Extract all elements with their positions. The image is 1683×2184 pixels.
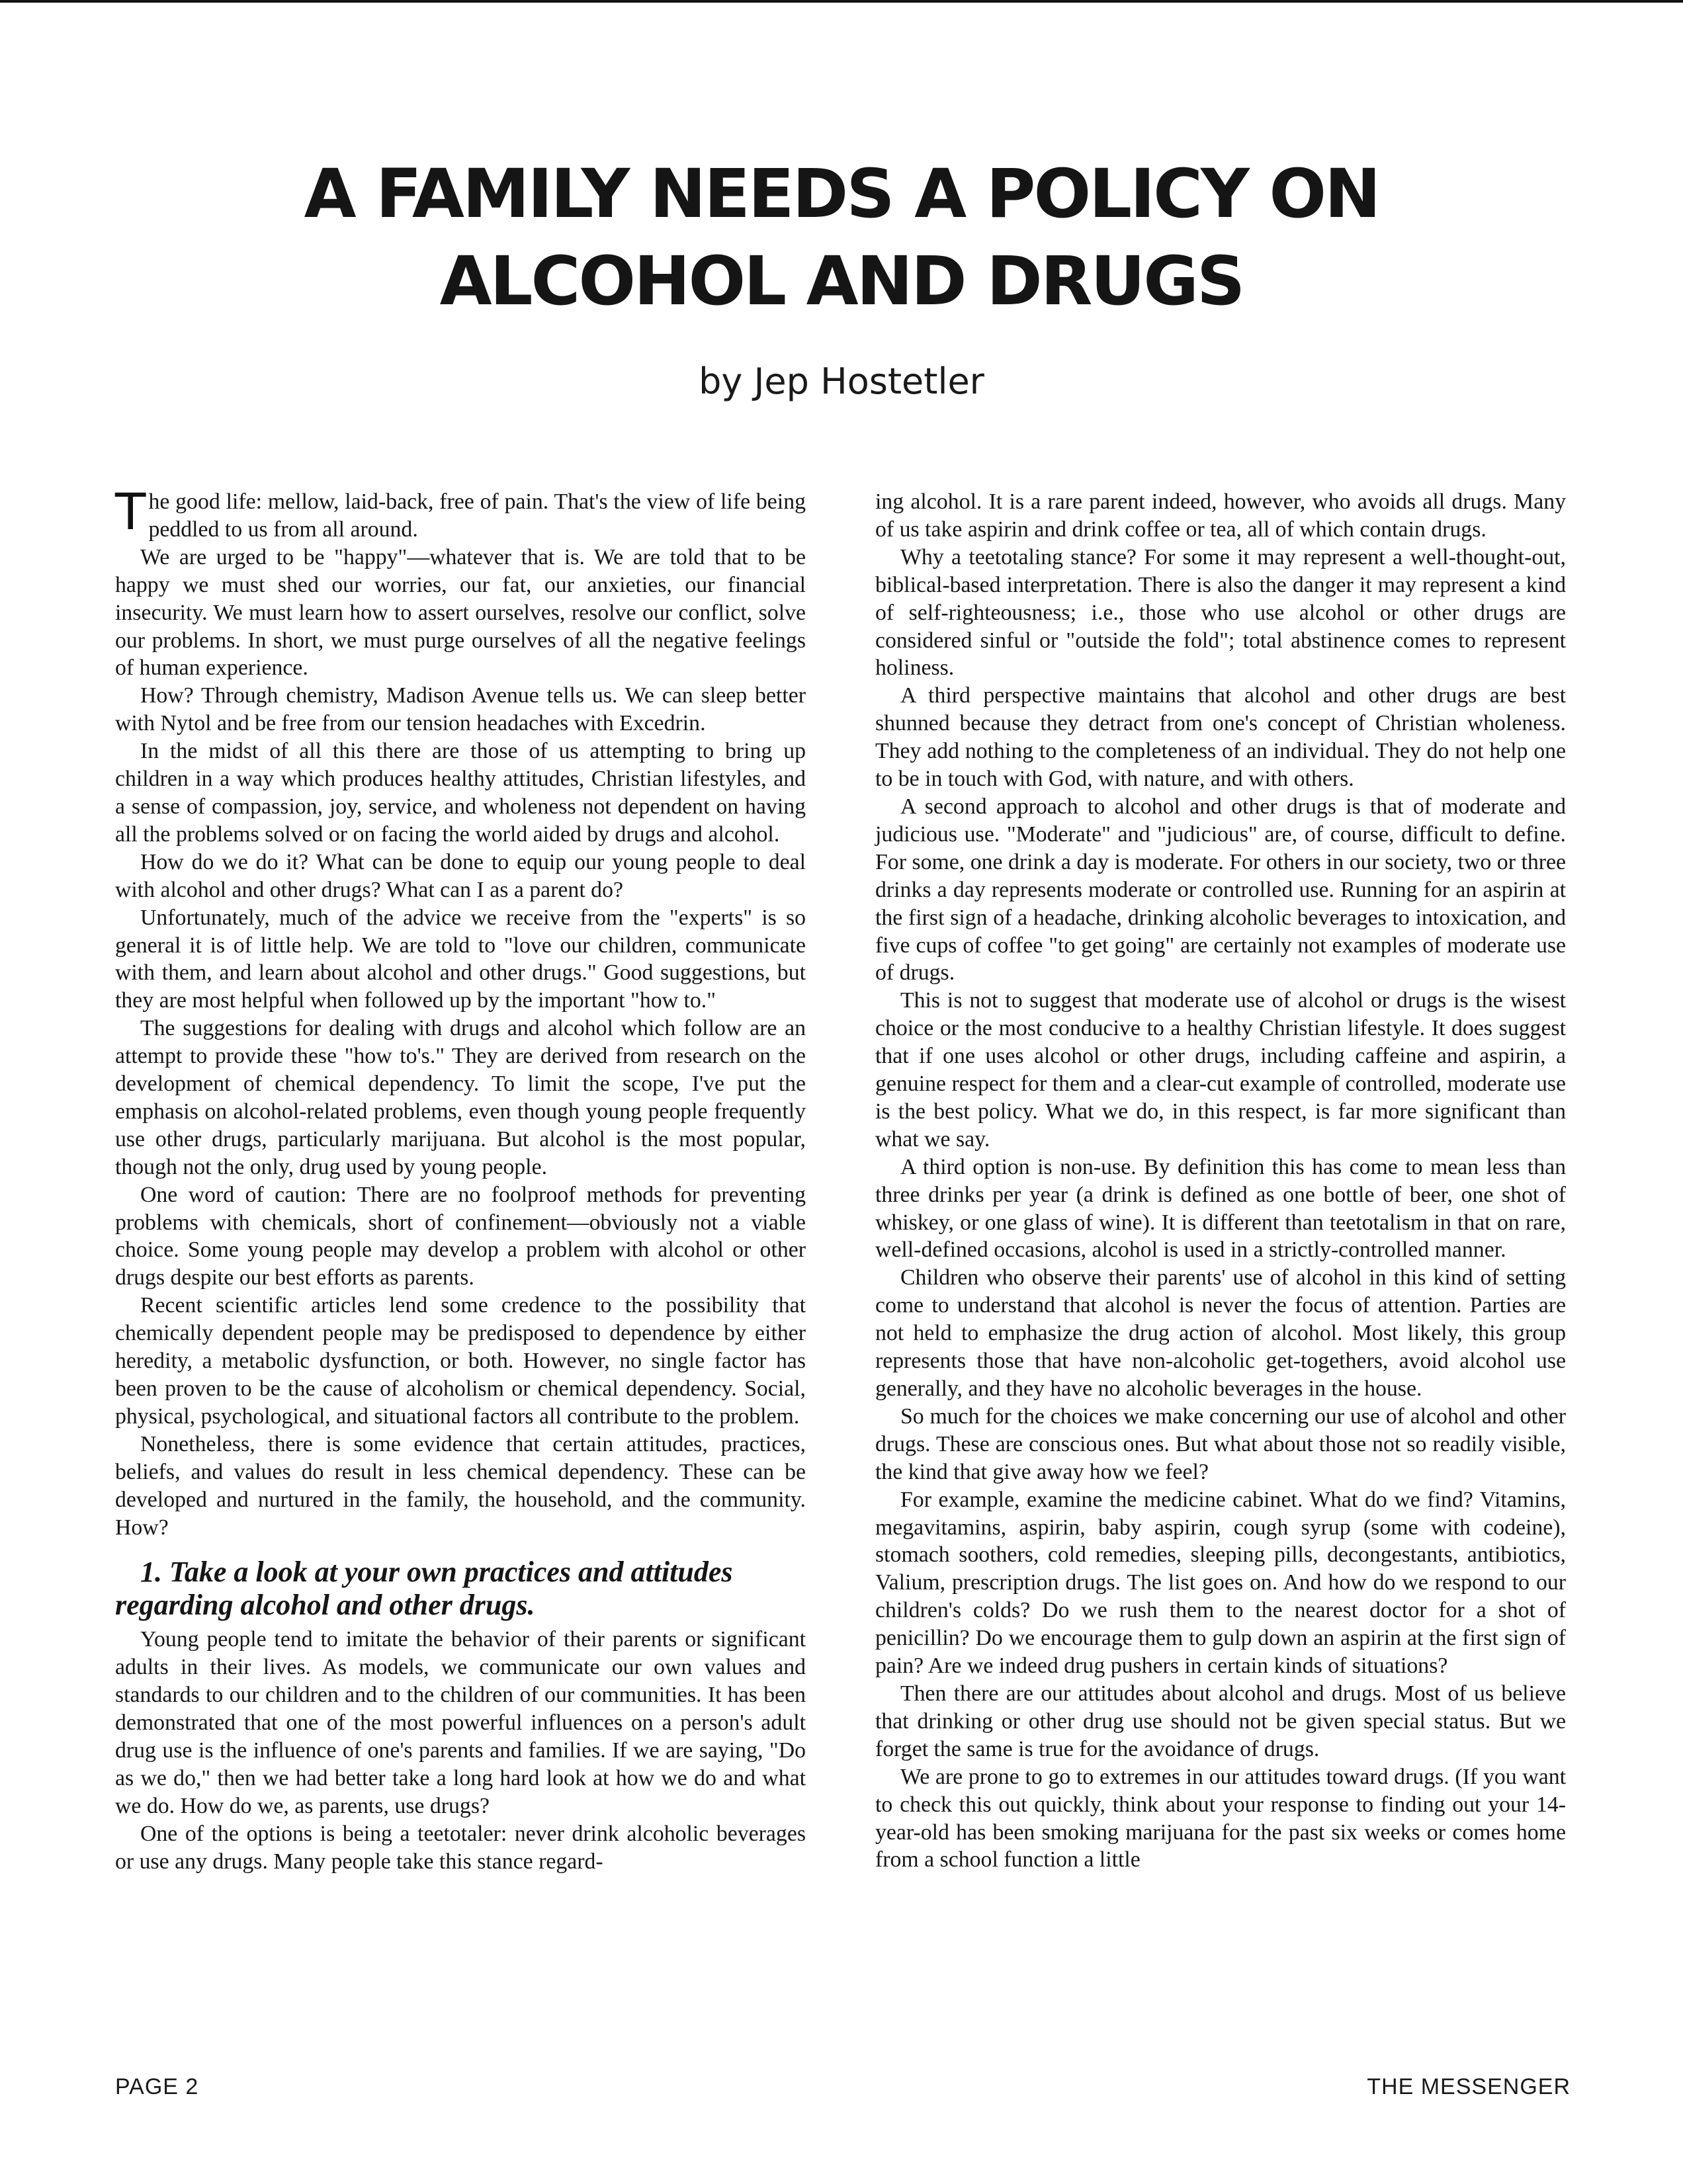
article-title-line-2: ALCOHOL AND DRUGS [439,242,1244,321]
paragraph: We are prone to go to extremes in our attitudes toward drugs. (If you want to check this out quickly, think about your response to finding out your 14-year-old has been smoking marijuana for the past six weeks or comes home from a school function a little [875,1764,1566,1872]
paragraph: The suggestions for dealing with drugs and alcohol which follow are an attempt to provide these "how to's." They are derived from research on the development of chemical dependency. To limit the scope, I've put the emphasis on alcohol-related problems, even though young people frequently use other drugs, particularly marijuana. But alcohol is the most popular, though not the only, drug used by young people. [115,1016,806,1179]
article-byline: by Jep Hostetler [699,360,984,402]
article-title [0,151,1683,325]
paragraph: How do we do it? What can be done to equip our young people to deal with alcohol and other drugs? What can I as a parent do? [115,849,806,902]
paragraph-text: he good life: mellow, laid-back, free of pain. That's the view of life being peddled to us from all around. [148,489,806,542]
paragraph: This is not to suggest that moderate use of alcohol or drugs is the wisest choice or the most conducive to a healthy Christian lifestyle. It does suggest that if one uses alcohol or other drugs, including caffeine and aspirin, a genuine respect for them and a clear-cut example of controlled, moderate use is the best policy. What we do, in this respect, is far more significant than what we say. [875,988,1566,1152]
article-title-line-1: A FAMILY NEEDS A POLICY ON [304,155,1379,233]
paragraph: So much for the choices we make concerning our use of alcohol and other drugs. These are conscious ones. But what about those not so readily visible, the kind that give away how we feel? [875,1404,1566,1484]
left-column [115,482,806,1876]
paragraph: Recent scientific articles lend some credence to the possibility that chemically dependent people may be predisposed to dependence by either heredity, a metabolic dysfunction, or both. However, no single factor has been proven to be the cause of alcoholism or chemical dependency. Social, physical, psychological, and situational factors all contribute to the problem. [115,1293,806,1429]
paragraph: Why a teetotaling stance? For some it may represent a well-thought-out, biblical-based interpretation. There is also the danger it may represent a kind of self-righteousness; i.e., those who use alcohol or other drugs are considered sinful or "outside the fold"; total abstinence comes to represent holiness. [875,544,1566,681]
page-number: PAGE 2 [115,2074,199,2099]
paragraph: In the midst of all this there are those of us attempting to bring up children in a way which produces healthy attitudes, Christian lifestyles, and a sense of compassion, joy, service, and wholeness not dependent on having all the problems solved or on facing the world aided by drugs and alcohol. [115,739,806,847]
paragraph: One of the options is being a teetotaler: never drink alcoholic beverages or use any drugs. Many people take this stance regard- [115,1821,806,1874]
paragraph [115,482,806,544]
drop-cap: T [115,482,146,541]
paragraph: For example, examine the medicine cabinet. What do we find? Vitamins, megavitamins, aspirin, baby aspirin, cough syrup (some with codeine), stomach soothers, cold remedies, sleeping pills, decongestants, antibiotics, Valium, prescription drugs. The list goes on. And how do we respond to our children's colds? Do we rush them to the nearest doctor for a shot of penicillin? Do we encourage them to gulp down an aspirin at the first sign of pain? Are we indeed drug pushers in certain kinds of situations? [875,1487,1566,1679]
paragraph: We are urged to be "happy"—whatever that is. We are told that to be happy we must shed our worries, our fat, our anxieties, our financial insecurity. We must learn how to assert ourselves, resolve our conflict, solve our problems. In short, we must purge ourselves of all the negative feelings of human experience. [115,544,806,681]
paragraph: A second approach to alcohol and other drugs is that of moderate and judicious use. "Moderate" and "judicious" are, of course, difficult to define. For some, one drink a day is moderate. For others in our society, two or three drinks a day represents moderate or controlled use. Running for an aspirin at the first sign of a headache, drinking alcoholic beverages to intoxication, and five cups of coffee "to get going" are certainly not examples of moderate use of drugs. [875,794,1566,986]
section-subheading: 1. Take a look at your own practices and attitudes regarding alcohol and other drugs. [115,1556,733,1622]
right-column [875,488,1566,1874]
paragraph: Young people tend to imitate the behavior of their parents or significant adults in their lives. As models, we communicate our own values and standards to our children and to the children of our communities. It has been demonstrated that one of the most powerful influences on a person's adult drug use is the influence of one's parents and families. If we are saying, "Do as we do," then we had better take a long hard look at how we do and what we do. How do we, as parents, use drugs? [115,1627,806,1818]
paragraph: One word of caution: There are no foolproof methods for preventing problems with chemicals, short of confinement—obviously not a viable choice. Some young people may develop a problem with alcohol or other drugs despite our best efforts as parents. [115,1182,806,1290]
paragraph: A third perspective maintains that alcohol and other drugs are best shunned because they detract from one's concept of Christian wholeness. They add nothing to the completeness of an individual. They do not help one to be in touch with God, with nature, and with others. [875,683,1566,792]
paragraph: Unfortunately, much of the advice we receive from the "experts" is so general it is of little help. We are told to "love our children, communicate with them, and learn about alcohol and other drugs." Good suggestions, but they are most helpful when followed up by the important "how to." [115,905,806,1013]
paragraph: How? Through chemistry, Madison Avenue tells us. We can sleep better with Nytol and be free from our tension headaches with Excedrin. [115,683,806,736]
paragraph: A third option is non-use. By definition this has come to mean less than three drinks per year (a drink is defined as one bottle of beer, one shot of whiskey, or one glass of wine). It is different than teetotalism in that on rare, well-defined occasions, alcohol is used in a strictly-controlled manner. [875,1154,1566,1263]
publication-name: THE MESSENGER [1367,2074,1571,2099]
paragraph: Then there are our attitudes about alcohol and drugs. Most of us believe that drinking or other drug use should not be given special status. But we forget the same is true for the avoidance of drugs. [875,1681,1566,1761]
top-border-rule [0,0,1683,3]
paragraph: Children who observe their parents' use of alcohol in this kind of setting come to understand that alcohol is never the focus of attention. Parties are not held to emphasize the drug action of alcohol. Most likely, this group represents those that have non-alcoholic get-togethers, avoid alcohol use generally, and they have no alcoholic beverages in the house. [875,1265,1566,1401]
paragraph: ing alcohol. It is a rare parent indeed, however, who avoids all drugs. Many of us take aspirin and drink coffee or tea, all of which contain drugs. [875,489,1566,542]
paragraph: Nonetheless, there is some evidence that certain attitudes, practices, beliefs, and values do result in less chemical dependency. These can be developed and nurtured in the family, the household, and the community. How? [115,1431,806,1540]
